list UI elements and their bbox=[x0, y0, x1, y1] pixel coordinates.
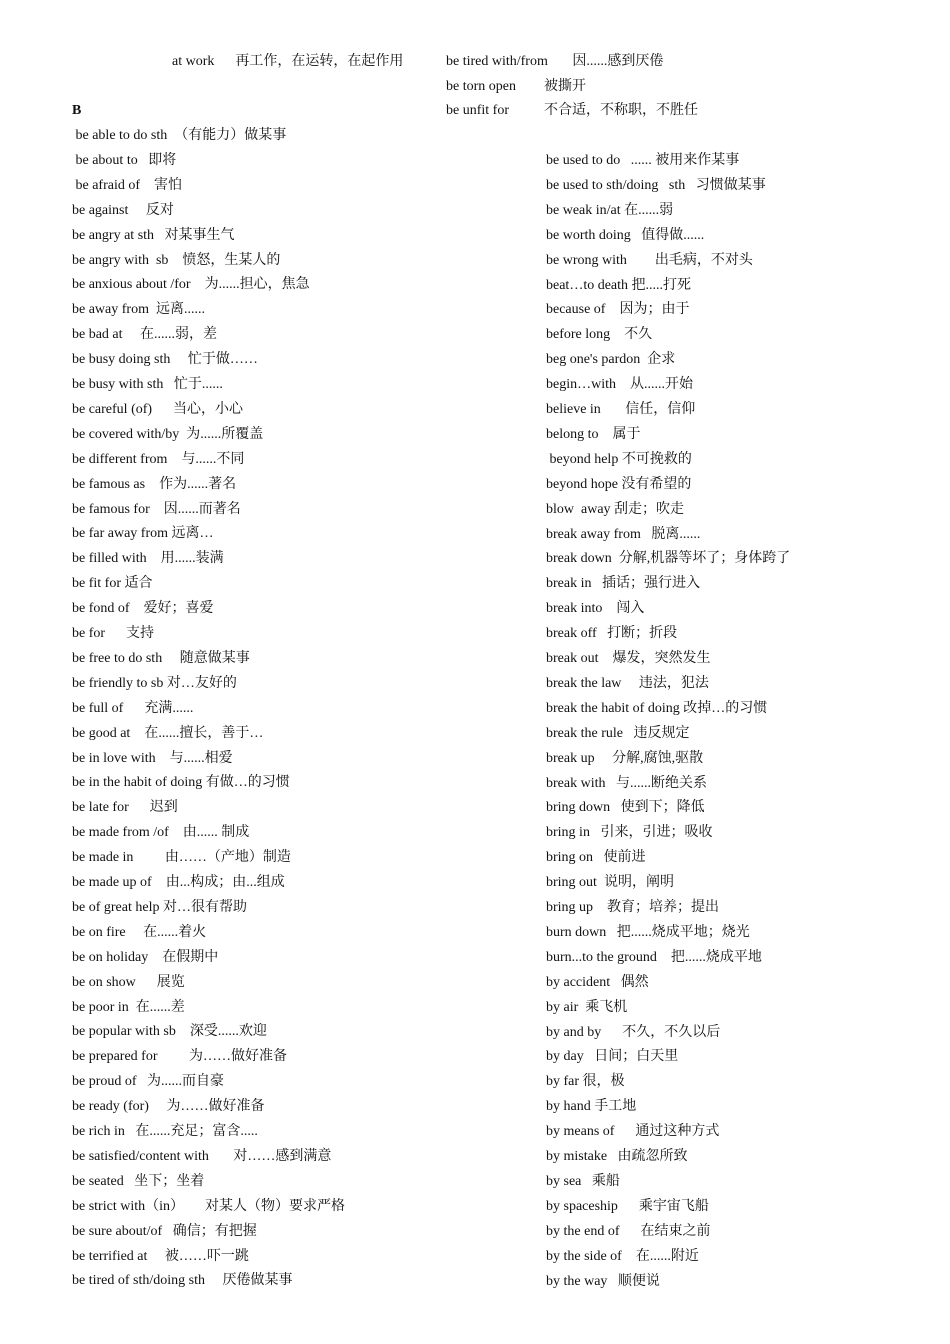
phrase-entry: be free to do sth 随意做某事 bbox=[72, 650, 250, 666]
phrase-entry: be careful (of) 当心，小心 bbox=[72, 401, 244, 417]
phrase-entry: bring down 使到下；降低 bbox=[546, 800, 705, 816]
phrase-entry: be late for 迟到 bbox=[72, 800, 178, 816]
phrase-entry: break off 打断；折段 bbox=[546, 626, 678, 642]
phrase-entry: be on holiday 在假期中 bbox=[72, 949, 219, 965]
phrase-entry: bring on 使前进 bbox=[546, 850, 646, 866]
phrase-entry: be filled with 用......装满 bbox=[72, 551, 224, 567]
phrase-entry: be anxious about /for 为......担心，焦急 bbox=[72, 277, 310, 293]
phrase-entry: begin…with 从......开始 bbox=[546, 377, 693, 393]
phrase-entry: by hand 手工地 bbox=[546, 1099, 637, 1115]
phrase-entry: by the end of 在结束之前 bbox=[546, 1223, 711, 1239]
phrase-entry: blow away 刮走；吹走 bbox=[546, 501, 685, 517]
phrase-entry: beyond hope 没有希望的 bbox=[546, 476, 692, 492]
phrase-entry: beyond help 不可挽救的 bbox=[546, 451, 692, 467]
phrase-entry: by day 日间；白天里 bbox=[546, 1049, 679, 1065]
phrase-entry: because of 因为；由于 bbox=[546, 302, 690, 318]
phrase-entry: be far away from 远离… bbox=[72, 526, 214, 542]
phrase-entry: be different from 与......不同 bbox=[72, 451, 245, 467]
phrase-entry: be for 支持 bbox=[72, 626, 155, 641]
phrase-entry: break the habit of doing 改掉…的习惯 bbox=[546, 700, 768, 716]
phrase-entry: be made from /of 由...... 制成 bbox=[72, 825, 250, 841]
phrase-entry: be busy doing sth 忙于做…… bbox=[72, 352, 258, 368]
phrase-entry: be afraid of 害怕 bbox=[72, 177, 183, 193]
phrase-entry: believe in 信任，信仰 bbox=[546, 402, 696, 417]
phrase-entry: by sea 乘船 bbox=[546, 1173, 620, 1189]
phrase-entry: by the side of 在......附近 bbox=[546, 1248, 699, 1264]
phrase-entry: be ready (for) 为……做好准备 bbox=[72, 1099, 265, 1115]
phrase-entry: be friendly to sb 对…友好的 bbox=[72, 675, 237, 691]
phrase-entry: be in love with 与......相爱 bbox=[72, 750, 233, 766]
phrase-entry: be angry with sb 愤怒，生某人的 bbox=[72, 252, 281, 268]
phrase-entry: be about to 即将 bbox=[72, 152, 177, 168]
section-heading: B bbox=[72, 103, 82, 118]
phrase-entry: be rich in 在......充足；富含..... bbox=[72, 1124, 258, 1139]
phrase-entry: be of great help 对…很有帮助 bbox=[72, 899, 247, 915]
entry-top-right-0: be tired with/from 因......感到厌倦 bbox=[446, 54, 664, 69]
phrase-entry: beg one's pardon 企求 bbox=[546, 352, 676, 368]
phrase-entry: by spaceship 乘宇宙飞船 bbox=[546, 1198, 709, 1214]
phrase-entry: be wrong with 出毛病，不对头 bbox=[546, 252, 753, 268]
phrase-entry: bring up 教育；培养；提出 bbox=[546, 900, 720, 915]
phrase-entry: bring out 说明，阐明 bbox=[546, 875, 674, 891]
phrase-entry: be busy with sth 忙于...... bbox=[72, 377, 223, 392]
phrase-entry: burn down 把......烧成平地；烧光 bbox=[546, 924, 750, 940]
phrase-entry: be popular with sb 深受......欢迎 bbox=[72, 1024, 267, 1040]
phrase-entry: burn...to the ground 把......烧成平地 bbox=[546, 949, 762, 965]
phrase-entry: break out 爆发，突然发生 bbox=[546, 651, 711, 666]
phrase-entry: by the way 顺便说 bbox=[546, 1273, 660, 1289]
phrase-entry: break away from 脱离...... bbox=[546, 526, 701, 542]
phrase-entry: be covered with/by 为......所覆盖 bbox=[72, 426, 264, 442]
phrase-entry: be used to do ...... 被用来作某事 bbox=[546, 153, 740, 168]
phrase-entry: bring in 引来，引进；吸收 bbox=[546, 825, 713, 841]
phrase-entry: be fit for 适合 bbox=[72, 576, 153, 592]
phrase-entry: by mistake 由疏忽所致 bbox=[546, 1149, 688, 1164]
phrase-entry: break the rule 违反规定 bbox=[546, 725, 690, 741]
phrase-entry: be bad at 在......弱，差 bbox=[72, 327, 218, 343]
phrase-entry: be terrified at 被……吓一跳 bbox=[72, 1248, 249, 1264]
phrase-entry: break in 插话；强行进入 bbox=[546, 576, 700, 592]
phrase-entry: be strict with（in） 对某人（物）要求严格 bbox=[72, 1198, 345, 1214]
phrase-entry: by and by 不久，不久以后 bbox=[546, 1024, 721, 1040]
phrase-entry: be famous for 因......而著名 bbox=[72, 501, 241, 517]
phrase-entry: be weak in/at 在......弱 bbox=[546, 202, 674, 218]
phrase-entry: be fond of 爱好；喜爱 bbox=[72, 601, 214, 617]
phrase-entry: be on fire 在......着火 bbox=[72, 924, 207, 940]
phrase-entry: be angry at sth 对某事生气 bbox=[72, 227, 235, 243]
entry-top-right-1: be torn open 被撕开 bbox=[446, 79, 586, 94]
phrase-entry: before long 不久 bbox=[546, 327, 653, 343]
phrase-entry: be full of 充满...... bbox=[72, 700, 194, 716]
phrase-entry: be tired of sth/doing sth 厌倦做某事 bbox=[72, 1273, 293, 1289]
phrase-entry: be on show 展览 bbox=[72, 974, 185, 990]
phrase-entry: by air 乘飞机 bbox=[546, 999, 628, 1015]
phrase-entry: break the law 违法，犯法 bbox=[546, 675, 709, 691]
phrase-entry: be proud of 为......而自豪 bbox=[72, 1074, 225, 1090]
phrase-entry: break up 分解,腐蚀,驱散 bbox=[546, 750, 704, 766]
phrase-entry: be away from 远离...... bbox=[72, 302, 205, 318]
phrase-entry: be made in 由……（产地）制造 bbox=[72, 850, 291, 866]
phrase-entry: be able to do sth （有能力）做某事 bbox=[72, 128, 287, 143]
phrase-entry: be sure about/of 确信；有把握 bbox=[72, 1223, 257, 1239]
entry-top-right-2: be unfit for 不合适，不称职，不胜任 bbox=[446, 103, 698, 118]
phrase-entry: be made up of 由...构成；由...组成 bbox=[72, 875, 285, 890]
phrase-entry: be good at 在......擅长，善于… bbox=[72, 725, 264, 741]
phrase-entry: be worth doing 值得做...... bbox=[546, 227, 705, 243]
phrase-entry: break into 闯入 bbox=[546, 601, 645, 617]
entry-at-work: at work 再工作，在运转，在起作用 bbox=[172, 54, 404, 69]
phrase-entry: be against 反对 bbox=[72, 202, 174, 218]
phrase-entry: be prepared for 为……做好准备 bbox=[72, 1049, 288, 1065]
phrase-entry: by far 很，极 bbox=[546, 1074, 625, 1090]
phrase-entry: beat…to death 把.....打死 bbox=[546, 277, 692, 293]
phrase-entry: break down 分解,机器等坏了；身体跨了 bbox=[546, 551, 791, 567]
phrase-entry: break with 与......断绝关系 bbox=[546, 775, 707, 791]
phrase-entry: be in the habit of doing 有做…的习惯 bbox=[72, 775, 290, 791]
phrase-entry: by means of 通过这种方式 bbox=[546, 1124, 720, 1140]
phrase-entry: be famous as 作为......著名 bbox=[72, 476, 237, 492]
phrase-entry: be used to sth/doing sth 习惯做某事 bbox=[546, 177, 766, 193]
phrase-entry: by accident 偶然 bbox=[546, 974, 649, 990]
phrase-entry: be poor in 在......差 bbox=[72, 999, 185, 1015]
phrase-entry: be satisfied/content with 对……感到满意 bbox=[72, 1148, 332, 1164]
phrase-entry: belong to 属于 bbox=[546, 426, 641, 442]
phrase-entry: be seated 坐下；坐着 bbox=[72, 1173, 205, 1189]
